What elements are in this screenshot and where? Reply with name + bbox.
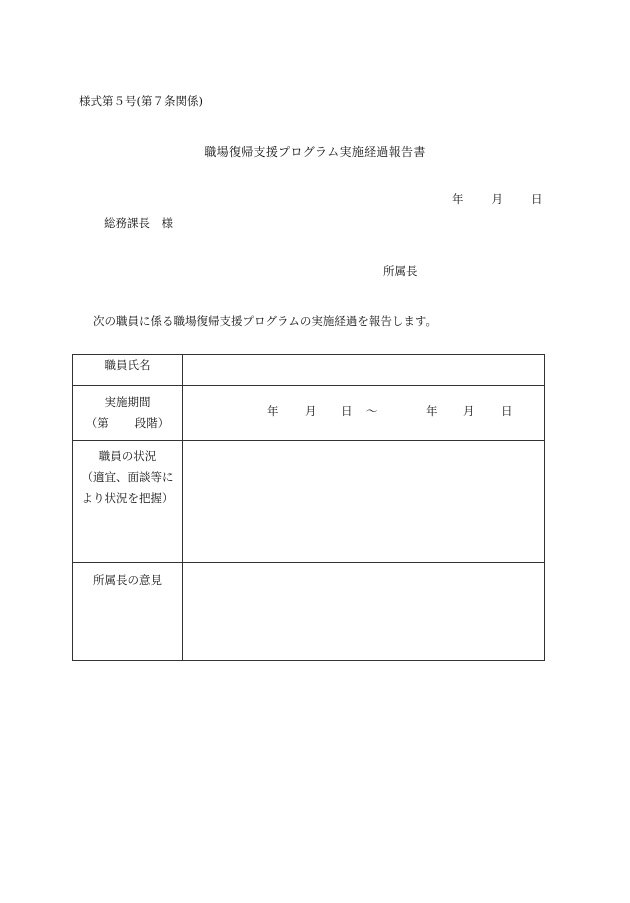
date-year: 年 [452,192,464,206]
table-row [73,355,545,386]
period-field[interactable] [183,386,545,441]
status-label-line-3: より状況を把握） [81,491,174,505]
form-number: 様式第５号(第７条関係) [79,94,203,108]
period-label: 実施期間 [104,395,151,409]
report-date [452,194,543,206]
period-tilde: ～ [366,404,378,418]
status-label-cell [73,441,183,563]
opinion-label: 所属長の意見 [93,573,162,587]
date-month: 月 [491,192,503,206]
employee-name-field[interactable] [183,355,545,386]
report-table [72,354,545,661]
status-label-line-2: （適宜、面談等に [81,470,174,484]
intro-text: 次の職員に係る職場復帰支援プログラムの実施経過を報告します。 [93,314,437,328]
opinion-field[interactable] [183,563,545,661]
period-start-year: 年 [267,404,279,418]
period-end-month: 月 [463,404,475,418]
status-label-line-1: 職員の状況 [98,449,157,463]
table-row [73,441,545,563]
period-end-day: 日 [501,404,513,418]
table-row [73,563,545,661]
status-field[interactable] [183,441,545,563]
table-row [73,386,545,441]
department-head-label: 所属長 [383,264,418,278]
employee-name-label: 職員氏名 [73,355,183,386]
period-label-cell [73,386,183,441]
stage-label: （第 段階） [85,416,170,430]
date-day: 日 [531,192,543,206]
period-end-year: 年 [426,404,438,418]
document-title: 職場復帰支援プログラム実施経過報告書 [204,145,426,159]
opinion-label-cell [73,563,183,661]
period-start-day: 日 [341,404,353,418]
period-start-month: 月 [305,404,317,418]
addressee: 総務課長 様 [104,216,173,230]
